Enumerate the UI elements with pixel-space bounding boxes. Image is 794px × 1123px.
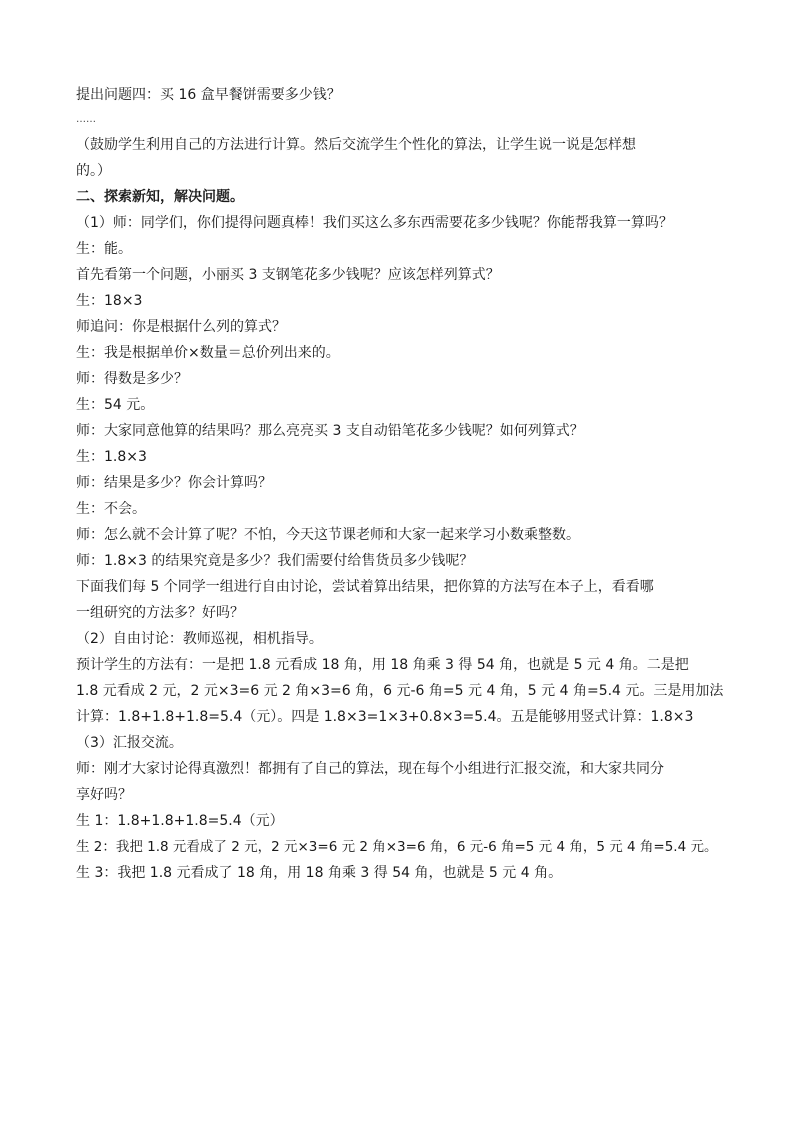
text-line: 生 2：我把 1.8 元看成了 2 元，2 元×3=6 元 2 角×3=6 角，6 元-6 角=5 元 4 角，5 元 4 角=5.4 元。	[76, 839, 718, 855]
text-line: 提出问题四：买 16 盒早餐饼需要多少钱？	[76, 87, 341, 103]
text-line: （2）自由讨论：教师巡视，相机指导。	[76, 631, 323, 647]
text-line: 师追问：你是根据什么列的算式？	[76, 319, 286, 335]
text-line: 首先看第一个问题，小丽买 3 支钢笔花多少钱呢？应该怎样列算式？	[76, 267, 500, 283]
text-line: 生：54 元。	[76, 397, 155, 413]
text-line: 下面我们每 5 个同学一组进行自由讨论，尝试着算出结果，把你算的方法写在本子上，看看哪	[76, 579, 654, 595]
text-line: 的。）	[76, 163, 111, 179]
text-line: 师：结果是多少？你会计算吗？	[76, 475, 272, 491]
text-line: 师：1.8×3 的结果究竟是多少？我们需要付给售货员多少钱呢？	[76, 553, 474, 569]
text-line: 生 1：1.8+1.8+1.8=5.4（元）	[76, 813, 284, 829]
text-line: （3）汇报交流。	[76, 735, 183, 751]
text-line: 师：怎么就不会计算了呢？不怕，今天这节课老师和大家一起来学习小数乘整数。	[76, 527, 580, 543]
text-line: 师：大家同意他算的结果吗？那么亮亮买 3 支自动铅笔花多少钱呢？如何列算式？	[76, 423, 584, 439]
text-line: 计算：1.8+1.8+1.8=5.4（元）。四是 1.8×3=1×3+0.8×3=5.4。五是能够用竖式计算：1.8×3	[76, 709, 694, 725]
text-line: 生：能。	[76, 241, 132, 257]
text-line: 师：刚才大家讨论得真激烈！都拥有了自己的算法，现在每个小组进行汇报交流，和大家共同分	[76, 761, 664, 777]
section-heading: 二、探索新知，解决问题。	[76, 189, 244, 205]
text-line: 一组研究的方法多？好吗？	[76, 605, 244, 621]
text-line: 生：1.8×3	[76, 449, 147, 465]
text-line: （1）师：同学们，你们提得问题真棒！我们买这么多东西需要花多少钱呢？你能帮我算一算吗？	[76, 215, 673, 231]
text-line: 生 3：我把 1.8 元看成了 18 角，用 18 角乘 3 得 54 角，也就是 5 元 4 角。	[76, 865, 563, 881]
text-line: 生：不会。	[76, 501, 146, 517]
document-body	[76, 82, 726, 886]
text-line: 生：18×3	[76, 293, 143, 309]
text-line: 师：得数是多少？	[76, 371, 188, 387]
text-line: 1.8 元看成 2 元，2 元×3=6 元 2 角×3=6 角，6 元-6 角=5 元 4 角，5 元 4 角=5.4 元。三是用加法	[76, 683, 724, 699]
text-line: 生：我是根据单价×数量＝总价列出来的。	[76, 345, 340, 361]
text-line: 享好吗？	[76, 787, 132, 803]
text-line: （鼓励学生利用自己的方法进行计算。然后交流学生个性化的算法，让学生说一说是怎样想	[76, 137, 636, 153]
ellipsis-line: ……	[76, 114, 96, 125]
text-line: 预计学生的方法有：一是把 1.8 元看成 18 角，用 18 角乘 3 得 54 角，也就是 5 元 4 角。二是把	[76, 657, 689, 673]
